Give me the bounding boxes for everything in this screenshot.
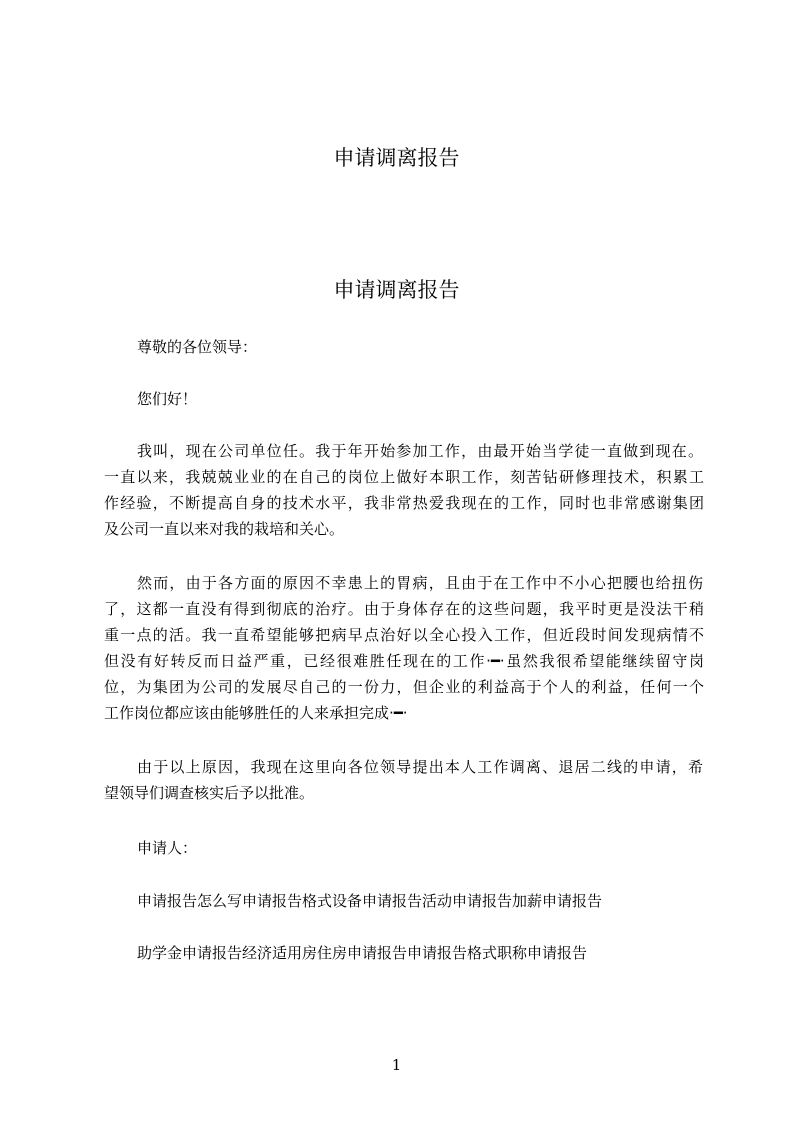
- page-number: 1: [391, 1056, 402, 1074]
- paragraph3-line-1: 由于以上原因，我现在这里向各位领导提出本人工作调离、退居二线的申请，希: [137, 758, 703, 776]
- paragraph2-line-3: 重一点的活。我一直希望能够把病早点治好以全心投入工作，但近段时间发现病情不: [104, 626, 704, 644]
- greeting: 您们好！: [137, 390, 198, 408]
- paragraph2-line-6: 工作岗位都应该由能够胜任的人来承担完成·━·: [104, 704, 408, 722]
- paragraph2-line-4: 但没有好转反而日益严重，已经很难胜任现在的工作·━·虽然我很希望能继续留守岗: [104, 652, 704, 670]
- paragraph1-line-4: 及公司一直以来对我的栽培和关心。: [104, 520, 345, 538]
- salutation: 尊敬的各位领导：: [137, 338, 258, 356]
- paragraph2-line-2: 了，这都一直没有得到彻底的治疗。由于身体存在的这些问题，我平时更是没法干稍: [104, 600, 704, 618]
- related-links-line-2: 助学金申请报告经济适用房住房申请报告申请报告格式职称申请报告: [137, 944, 588, 962]
- paragraph2-line-1: 然而，由于各方面的原因不幸患上的胃病，且由于在工作中不小心把腰也给扭伤: [137, 574, 703, 592]
- paragraph1-line-3: 作经验，不断提高自身的技术水平，我非常热爱我现在的工作，同时也非常感谢集团: [104, 494, 704, 512]
- applicant-label: 申请人：: [137, 839, 198, 857]
- document-title-main: 申请调离报告: [333, 278, 460, 302]
- paragraph1-line-2: 一直以来，我兢兢业业的在自己的岗位上做好本职工作，刻苦钻研修理技术，积累工: [104, 468, 704, 486]
- paragraph2-line-5: 位，为集团为公司的发展尽自己的一份力，但企业的利益高于个人的利益，任何一个: [104, 678, 704, 696]
- paragraph3-line-2: 望领导们调查核实后予以批准。: [104, 784, 315, 802]
- paragraph1-line-1: 我叫，现在公司单位任。我于年开始参加工作，由最开始当学徒一直做到现在。: [137, 442, 703, 460]
- document-title-top: 申请调离报告: [333, 146, 460, 170]
- related-links-line-1: 申请报告怎么写申请报告格式设备申请报告活动申请报告加薪申请报告: [137, 892, 603, 910]
